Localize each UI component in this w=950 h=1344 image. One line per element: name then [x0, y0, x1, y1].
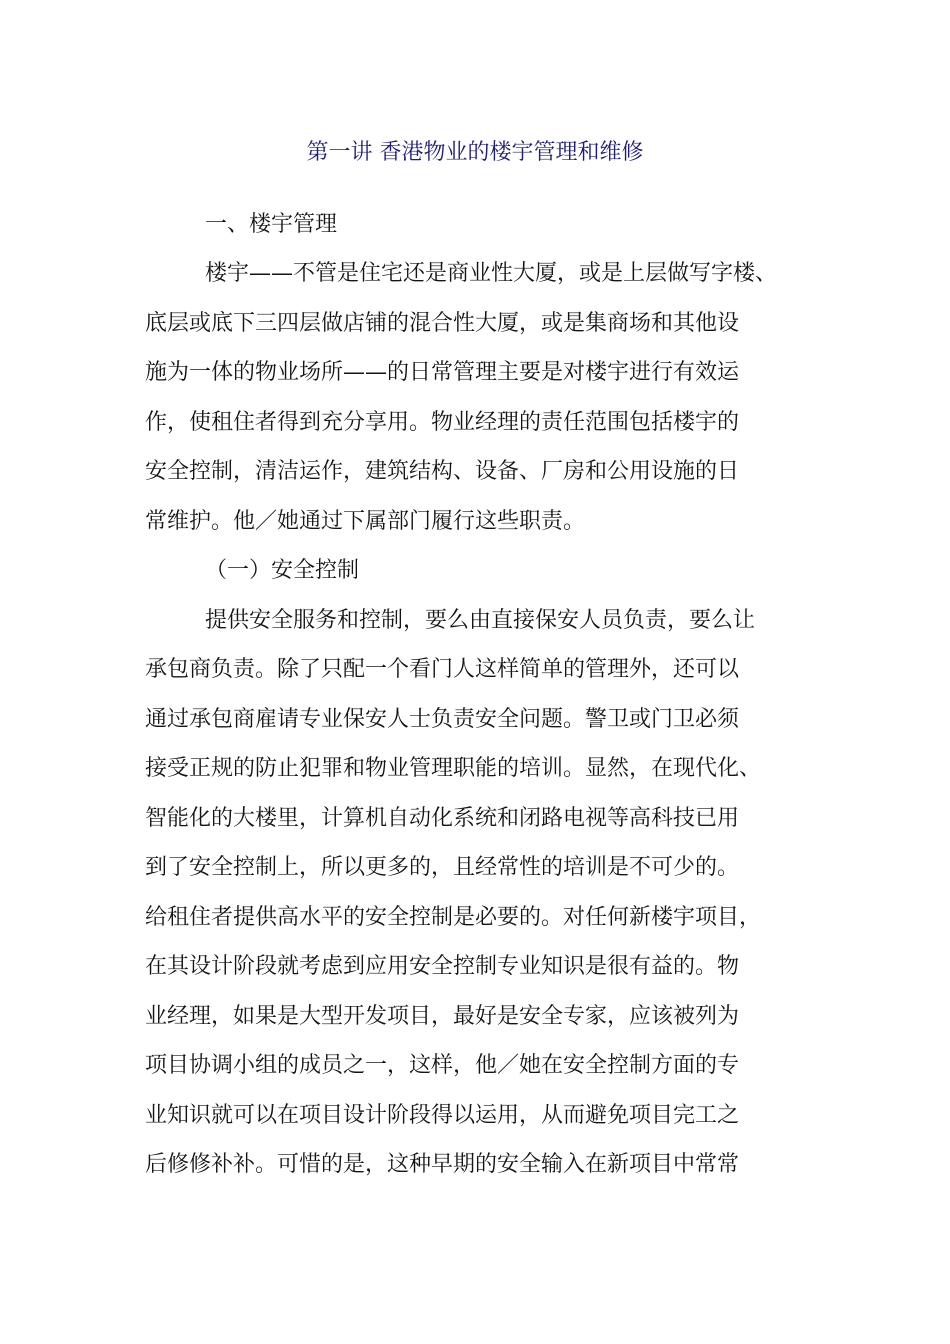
body-line: 通过承包商雇请专业保安人士负责安全问题。警卫或门卫必须 [145, 707, 740, 732]
body-line: 项目协调小组的成员之一，这样，他／她在安全控制方面的专 [145, 1053, 740, 1078]
page-title: 第一讲 香港物业的楼宇管理和维修 [306, 140, 644, 165]
body-line: 常维护。他／她通过下属部门履行这些职责。 [145, 509, 586, 534]
subsection-heading: （一）安全控制 [205, 558, 360, 583]
body-line: 承包商负责。除了只配一个看门人这样简单的管理外，还可以 [145, 657, 740, 682]
body-line: 作，使租住者得到充分享用。物业经理的责任范围包括楼宇的 [145, 410, 740, 435]
body-line: 业经理，如果是大型开发项目，最好是安全专家，应该被列为 [145, 1004, 740, 1029]
body-line: 提供安全服务和控制，要么由直接保安人员负责，要么让 [205, 608, 756, 633]
body-line: 底层或底下三四层做店铺的混合性大厦，或是集商场和其他设 [145, 311, 740, 336]
body-line: 后修修补补。可惜的是，这种早期的安全输入在新项目中常常 [145, 1152, 740, 1177]
body-line: 楼宇——不管是住宅还是商业性大厦，或是上层做写字楼、 [205, 261, 778, 286]
section-heading: 一、楼宇管理 [205, 212, 338, 237]
body-line: 给租住者提供高水平的安全控制是必要的。对任何新楼宇项目， [145, 905, 762, 930]
body-line: 到了安全控制上，所以更多的，且经常性的培训是不可少的。 [145, 855, 740, 880]
body-line: 在其设计阶段就考虑到应用安全控制专业知识是很有益的。物 [145, 954, 740, 979]
body-line: 接受正规的防止犯罪和物业管理职能的培训。显然，在现代化、 [145, 756, 762, 781]
body-line: 安全控制，清洁运作，建筑结构、设备、厂房和公用设施的日 [145, 459, 740, 484]
body-line: 施为一体的物业场所——的日常管理主要是对楼宇进行有效运 [145, 360, 740, 385]
body-line: 智能化的大楼里，计算机自动化系统和闭路电视等高科技已用 [145, 806, 740, 831]
body-line: 业知识就可以在项目设计阶段得以运用，从而避免项目完工之 [145, 1103, 740, 1128]
